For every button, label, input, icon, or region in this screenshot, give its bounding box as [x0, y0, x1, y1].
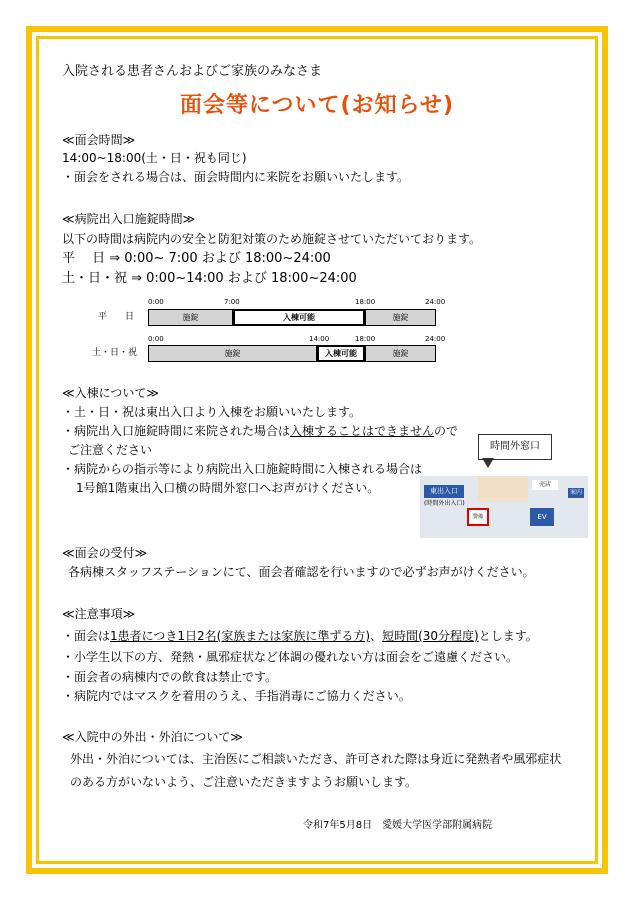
visiting-hours-time: 14:00~18:00(土・日・祝も同じ): [62, 151, 247, 165]
notes-duration: 短時間(30分程度): [382, 629, 479, 643]
weekday-tick: 7:00: [224, 298, 240, 306]
info-label: 案内: [569, 489, 582, 496]
entry-warning: 入棟することはできません: [290, 424, 435, 438]
weekday-tick: 24:00: [425, 298, 446, 306]
map-callout: 時間外窓口: [478, 434, 552, 460]
greeting: 入院される患者さんおよびご家族のみなさま: [62, 64, 323, 79]
page-title: 面会等について(お知らせ): [179, 93, 454, 118]
overnight-heading: ≪入院中の外出・外泊について≫: [62, 730, 243, 744]
holiday-locked-segment: 施錠: [148, 345, 317, 362]
visiting-hours-heading: ≪面会時間≫: [62, 133, 136, 147]
holiday-tick: 14:00: [309, 335, 330, 343]
callout-pointer: [482, 458, 494, 468]
reception-text: 各病棟スタッフステーションにて、面会者確認を行いますので必ずお声がけください。: [68, 565, 535, 579]
weekday-locked-segment: 施錠: [148, 309, 233, 326]
shop-label: 売店: [532, 480, 558, 490]
locking-heading: ≪病院出入口施錠時間≫: [62, 212, 196, 226]
notes-text: とします。: [478, 629, 538, 643]
weekday-tick: 18:00: [355, 298, 376, 306]
entry-line: ・土・日・祝は東出入口より入棟をお願いいたします。: [62, 405, 362, 419]
holiday-tick: 24:00: [425, 335, 446, 343]
entry-line: 1号館1階東出入口横の時間外窓口へお声がけください。: [76, 481, 380, 495]
notes-text: 、: [370, 629, 383, 643]
entry-line: ご注意ください: [68, 443, 153, 457]
locking-holiday: 土・日・祝 ⇒ 0:00~14:00 および 18:00~24:00: [62, 271, 357, 286]
notes-line: ・病院内ではマスクを着用のうえ、手指消毒にご協力ください。: [62, 689, 411, 703]
reception-heading: ≪面会の受付≫: [62, 546, 148, 560]
off-hours-window-marker: 警備: [467, 508, 489, 526]
overnight-line: 外出・外泊については、主治医にご相談いただき、許可された際は身近に発熱者や風邪症状: [70, 752, 562, 766]
ev-label: EV: [530, 508, 554, 526]
weekday-tick: 0:00: [148, 298, 164, 306]
holiday-tick: 0:00: [148, 335, 164, 343]
notes-line: ・小学生以下の方、発熱・風邪症状など体調の優れない方は面会をご遠慮ください。: [62, 650, 519, 664]
weekday-row-label: 平 日: [98, 312, 135, 322]
entry-text: ・病院出入口施錠時間に来院された場合は: [62, 424, 291, 438]
notes-text: ・面会は: [62, 629, 111, 643]
overnight-line: のある方がいないよう、ご注意いただきますようお願いします。: [70, 775, 418, 789]
entry-line: ・病院からの指示等により病院出入口施錠時間に入棟される場合は: [62, 462, 423, 476]
footer-date-hospital: 令和7年5月8日 愛媛大学医学部附属病院: [303, 820, 493, 831]
entry-line: [62, 424, 458, 439]
notes-limit: 1患者につき1日2名(家族または家族に準ずる方): [110, 629, 371, 643]
locking-intro: 以下の時間は病院内の安全と防犯対策のため施錠させていただいております。: [62, 232, 482, 246]
holiday-locked-segment: 施錠: [365, 345, 436, 362]
locking-weekday: 平 日 ⇒ 0:00~ 7:00 および 18:00~24:00: [62, 251, 331, 266]
holiday-open-segment: 入棟可能: [317, 345, 365, 362]
notes-line: [62, 629, 538, 644]
entry-text: ので: [434, 424, 459, 438]
notes-line: ・面会者の病棟内での飲食は禁止です。: [62, 670, 278, 684]
weekday-open-segment: 入棟可能: [233, 309, 365, 326]
holiday-row-label: 土・日・祝: [92, 348, 138, 358]
entry-heading: ≪入棟について≫: [62, 386, 159, 400]
holiday-tick: 18:00: [355, 335, 376, 343]
east-entrance-label: 東出入口: [424, 485, 464, 498]
visiting-hours-note: ・面会をされる場合は、面会時間内に来院をお願いいたします。: [62, 170, 410, 184]
off-hours-entrance-label: (時間外出入口): [424, 500, 465, 507]
weekday-locked-segment: 施錠: [365, 309, 436, 326]
map-hall: [478, 476, 528, 502]
notes-heading: ≪注意事項≫: [62, 607, 136, 621]
entrance-map: [420, 430, 588, 540]
